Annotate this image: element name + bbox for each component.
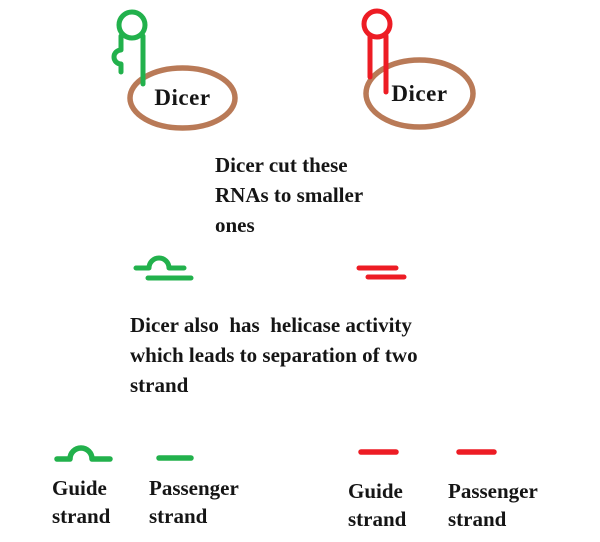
caption-line: RNAs to smaller — [215, 183, 364, 207]
red-guide-strand-label — [348, 477, 406, 533]
red-cut-rna-duplex-icon — [359, 268, 404, 277]
red-passenger-strand-label — [448, 477, 538, 533]
caption-helicase — [130, 310, 418, 400]
green-guide-strand-icon — [57, 448, 110, 459]
green-guide-strand-label — [52, 474, 110, 530]
label-line: strand — [348, 507, 407, 531]
label-line: Guide — [348, 479, 403, 503]
red-hairpin-loop — [364, 11, 390, 37]
caption-dicer-cut — [215, 150, 363, 240]
green-duplex-top-strand — [136, 258, 184, 268]
caption-line: which leads to separation of two — [130, 343, 418, 367]
green-passenger-strand-label — [149, 474, 239, 530]
caption-line: strand — [130, 373, 189, 397]
label-line: Guide — [52, 476, 107, 500]
caption-line: Dicer cut these — [215, 153, 348, 177]
label-line: strand — [448, 507, 507, 531]
dicer-label-left: Dicer — [154, 85, 211, 110]
label-line: strand — [149, 504, 208, 528]
dicer-label-right: Dicer — [391, 80, 448, 106]
green-hairpin-loop — [119, 12, 145, 38]
label-line: Passenger — [448, 479, 538, 503]
caption-line: Dicer also has helicase activity — [130, 313, 412, 337]
label-line: Passenger — [149, 476, 239, 500]
green-cut-rna-duplex-icon — [136, 258, 191, 278]
green-hairpin-left-strand — [114, 36, 121, 72]
caption-line: ones — [215, 213, 255, 237]
label-line: strand — [52, 504, 111, 528]
